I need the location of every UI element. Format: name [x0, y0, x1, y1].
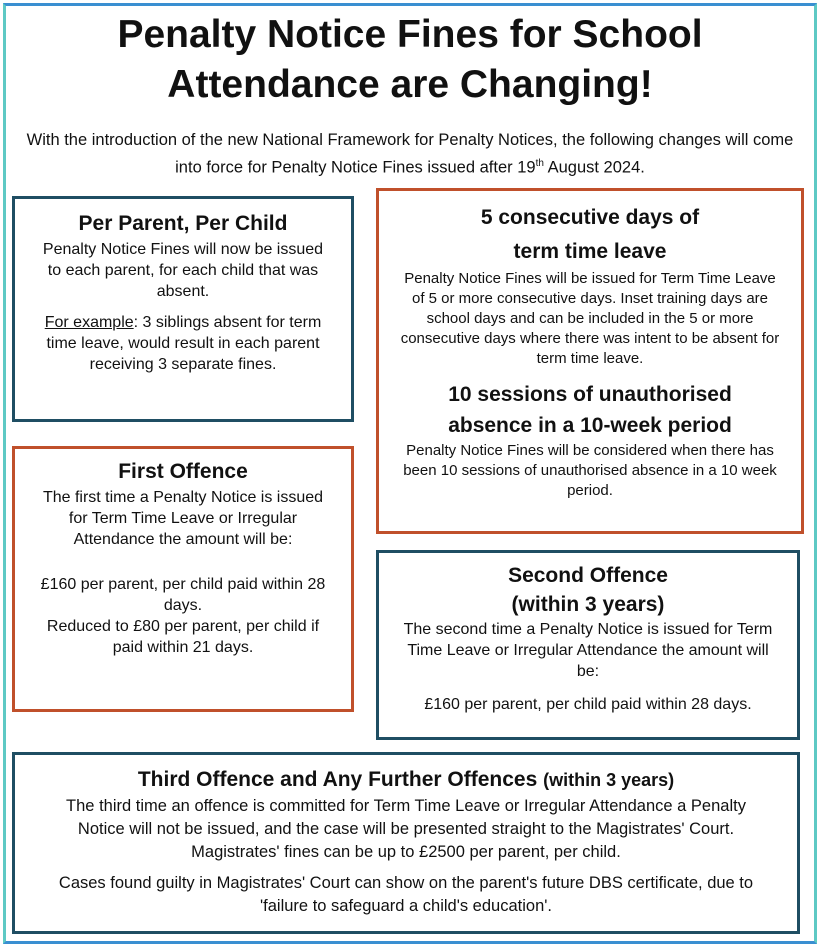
first-offence-amount-reduced: Reduced to £80 per parent, per child if paid within 21 days. — [46, 618, 320, 656]
third-offence-heading — [41, 765, 771, 795]
first-offence-box — [12, 446, 354, 712]
term-time-leave-box — [376, 188, 804, 534]
ten-sessions-heading — [397, 379, 783, 441]
second-offence-subheading: (within 3 years) — [511, 593, 665, 616]
five-days-heading-line-1: 5 consecutive days of — [480, 206, 700, 229]
third-offence-dbs-text: Cases found guilty in Magistrates' Court can show on the parent's future DBS certificate, due to 'failure to safeguard a child's education'. — [58, 874, 754, 915]
ten-sessions-heading-line-1: 10 sessions of unauthorised — [448, 383, 732, 406]
third-offence-title: Third Offence and Any Further Offences — [137, 768, 538, 791]
second-offence-text: The second time a Penalty Notice is issued for Term Time Leave or Irregular Attendance the amount will be: — [403, 621, 773, 680]
third-offence-text: The third time an offence is committed for Term Time Leave or Irregular Attendance a Penalty Notice will not be issued, and the case will be presented straight to the Magistrates' Court. Magistrates' fines can be up to £2500 per parent, per child. — [66, 797, 746, 861]
first-offence-heading: First Offence — [118, 460, 248, 483]
page-title — [20, 10, 800, 110]
five-days-heading-line-2: term time leave — [513, 240, 667, 263]
third-offence-box — [12, 752, 800, 934]
second-offence-box — [376, 550, 800, 740]
intro-text — [20, 128, 800, 180]
title-line-2: Attendance are Changing! — [167, 63, 653, 106]
example-label: For example — [44, 314, 134, 331]
second-offence-amount: £160 per parent, per child paid within 28 days. — [424, 696, 752, 713]
per-parent-text: Penalty Notice Fines will now be issued to each parent, for each child that was absent. — [42, 241, 324, 300]
first-offence-text: The first time a Penalty Notice is issued for Term Time Leave or Irregular Attendance the amount will be: — [42, 489, 324, 548]
per-parent-heading: Per Parent, Per Child — [78, 212, 288, 235]
five-days-heading — [397, 201, 783, 269]
five-days-text: Penalty Notice Fines will be issued for Term Time Leave of 5 or more consecutive days. Inset training days are school days and can be included in the 5 or more consecutive days where there was intent to be absent for term time leave. — [400, 270, 780, 367]
example-text: : 3 siblings absent for term time leave, would result in each parent receiving 3 separate fines. — [46, 314, 322, 373]
second-offence-heading: Second Offence — [508, 564, 668, 587]
third-offence-qualifier: (within 3 years) — [543, 770, 675, 790]
first-offence-amount-full: £160 per parent, per child paid within 28 days. — [40, 576, 326, 614]
ten-sessions-text: Penalty Notice Fines will be considered when there has been 10 sessions of unauthorised absence in a 10 week period. — [403, 442, 777, 499]
per-parent-box — [12, 196, 354, 422]
intro-superscript: th — [535, 158, 544, 169]
intro-date-end: August 2024. — [543, 158, 645, 177]
per-parent-example — [37, 312, 329, 375]
title-line-1: Penalty Notice Fines for School — [117, 13, 703, 56]
ten-sessions-heading-line-2: absence in a 10-week period — [448, 414, 732, 437]
intro-main: With the introduction of the new National Framework for Penalty Notices, the following changes will come into force for Penalty Notice Fines issued after 19 — [26, 131, 794, 177]
